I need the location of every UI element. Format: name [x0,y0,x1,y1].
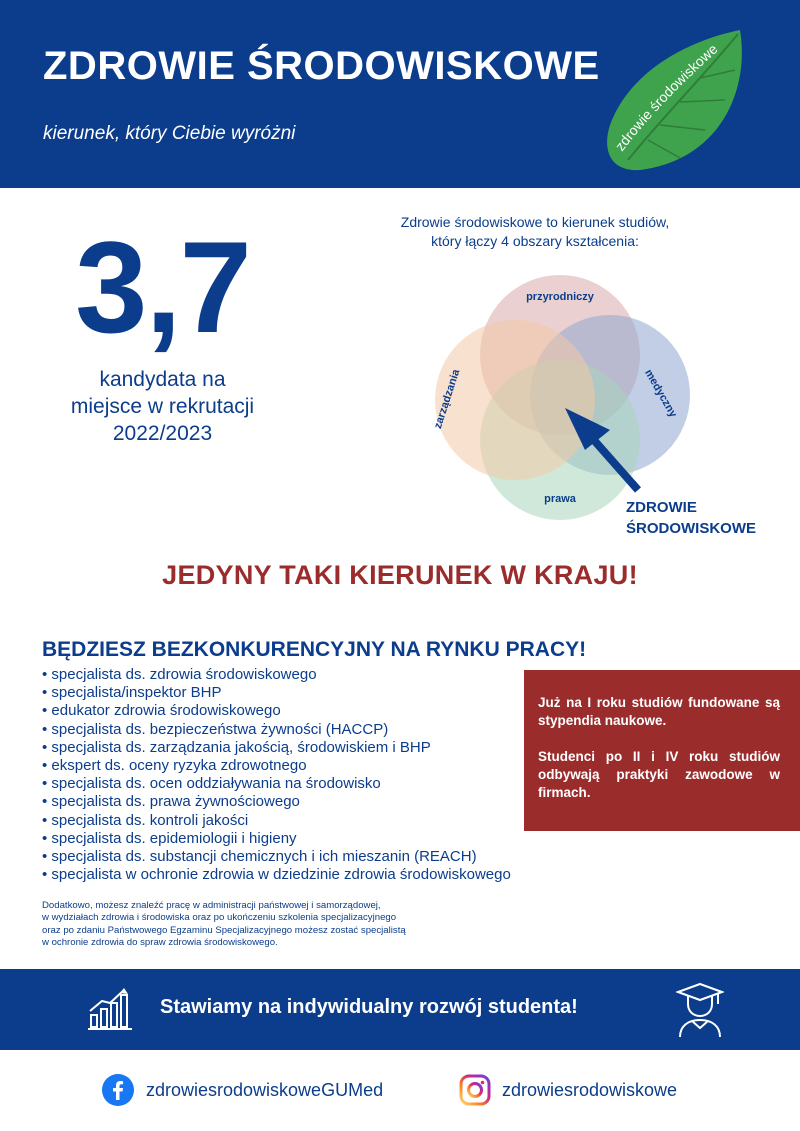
note-line: w wydziałach zdrowia i środowiska oraz po ukończeniu szkolenia specjalizacyjnego [42,912,397,924]
caption-line: 2022/2023 [112,422,213,445]
list-item: • specjalista ds. epidemiologii i higieny [42,830,511,848]
list-item: • specjalista ds. substancji chemicznych i ich mieszanin (REACH) [42,848,511,866]
scholarship-text: Już na I roku studiów fundowane są stypendia naukowe. [538,695,780,728]
list-item: • specjalista w ochronie zdrowia w dziedzinie zdrowia środowiskowego [42,866,511,884]
caption-line: kandydata na [99,368,226,391]
slogan: Stawiamy na indywidualny rozwój studenta! [160,996,578,1018]
list-item: • specjalista ds. prawa żywnościowego [42,793,511,811]
venn-center-label [626,497,756,539]
list-item: • ekspert ds. oceny ryzyka zdrowotnego [42,757,511,775]
instagram-handle[interactable]: zdrowiesrodowiskowe [502,1080,678,1100]
venn-center-label-line: ŚRODOWISKOWE [626,520,756,537]
list-item: • specjalista ds. bezpieczeństwa żywności (HACCP) [42,721,511,739]
growth-chart-icon [88,987,132,1031]
unique-headline: JEDYNY TAKI KIERUNEK W KRAJU! [162,560,638,590]
venn-label-przyrodniczy: przyrodniczy [526,291,594,303]
venn-intro-line: Zdrowie środowiskowe to kierunek studiów, [400,214,670,230]
venn-intro-line: który łączy 4 obszary kształcenia: [431,233,639,249]
list-item: • specjalista ds. kontroli jakości [42,812,511,830]
note-line: oraz po zdaniu Państwowego Egzaminu Specjalizacyjnego możesz zostać specjalistą [42,924,406,936]
scholarship-box [524,670,800,831]
caption-line: miejsce w rekrutacji [70,395,255,418]
candidates-number: 3,7 [75,214,250,360]
list-item: • specjalista ds. ocen oddziaływania na środowisko [42,775,511,793]
page-title: ZDROWIE ŚRODOWISKOWE [43,44,600,88]
note-line: w ochronie zdrowia do spraw zdrowia środowiskowego. [42,936,278,948]
venn-label-prawa: prawa [544,493,576,505]
jobs-heading: BĘDZIESZ BEZKONKURENCYJNY NA RYNKU PRACY! [42,638,587,661]
facebook-handle[interactable]: zdrowiesrodowiskoweGUMed [146,1080,384,1100]
additional-note [42,900,502,949]
venn-center-label-line: ZDROWIE [626,499,697,516]
list-item: • specjalista/inspektor BHP [42,684,511,702]
candidates-caption [40,366,285,447]
leaf-logo-icon [600,20,750,180]
jobs-list [42,666,511,884]
list-item: • specjalista ds. zdrowia środowiskowego [42,666,511,684]
facebook-icon[interactable] [102,1074,134,1106]
page-subtitle: kierunek, który Ciebie wyróżni [43,123,296,144]
venn-label-zarzadzania: zarządzania [431,367,463,431]
venn-intro [370,213,700,251]
list-item: • specjalista ds. zarządzania jakością, środowiskiem i BHP [42,739,511,757]
list-item: • edukator zdrowia środowiskowego [42,702,511,720]
graduate-student-icon [676,982,724,1038]
venn-label-medyczny: medyczny [642,367,680,420]
instagram-icon[interactable] [459,1074,491,1106]
leaf-logo-text: zdrowie środowiskowe [611,40,721,154]
note-line: Dodatkowo, możesz znaleźć pracę w administracji państwowej i samorządowej, [42,900,381,911]
venn-circle-zarzadzania [435,320,595,480]
internship-text: Studenci po II i IV roku studiów odbywają praktyki zawodowe w firmach. [538,749,780,800]
